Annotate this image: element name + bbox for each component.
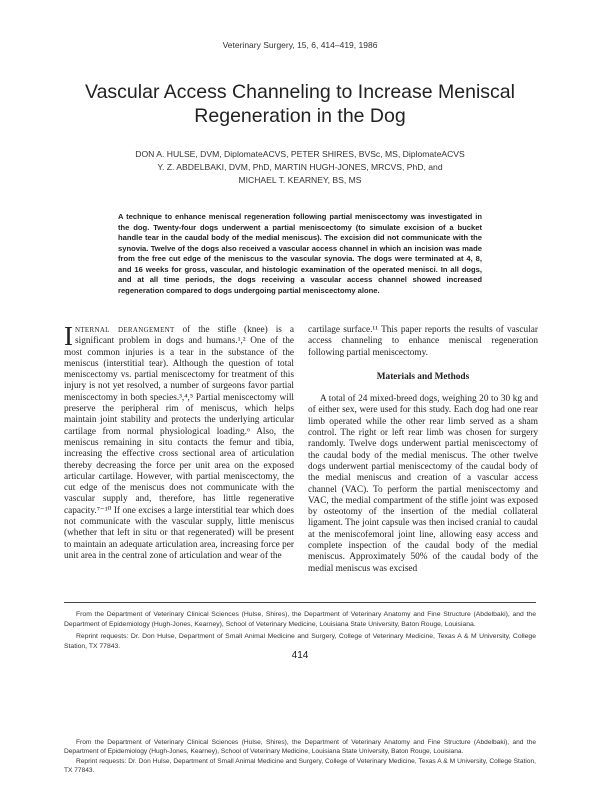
body-column-right [308,325,538,575]
footnote-divider [64,602,536,603]
drop-cap: I [64,321,73,351]
lead-smallcaps: nternal derangement [75,325,175,335]
affiliation-note [64,610,536,654]
body-column-left [64,321,294,562]
article-title: Vascular Access Channeling to Increase Meniscal Regeneration in the Dog [85,81,515,127]
affiliation-line: From the Department of Veterinary Clinical Sciences (Hulse, Shires), the Department of Veterinary Anatomy and Fine Structure (Abdelbaki), and the Department of Epidemiology (Hugh-Jones, Kearney), School of Veterinary Medicine, Louisiana State University, Baton Rouge, Louisiana. [64,611,536,628]
reprint-line: Reprint requests: Dr. Don Hulse, Department of Small Animal Medicine and Surgery, College of Veterinary Medicine, Texas A & M University, College Station, TX 77843. [64,633,536,650]
abstract: A technique to enhance meniscal regeneration following partial meniscectomy was investigated in the dog. Twenty-four dogs underwent a partial meniscectomy (to simulate excision of a bucket handle tear in the caudal body of the medial meniscus). The excision did not communicate with the synovia. Twelve of the dogs also received a vascular access channel in which an incision was made from the free cut edge of the meniscus to the vascular synovia. The dogs were terminated at 4, 8, and 16 weeks for gross, vascular, and histologic examination of the operated menisci. In all dogs, and at all time periods, the dogs receiving a vascular access channel showed increased regeneration compared to dogs undergoing partial meniscectomy alone. [118,212,482,295]
author-line: DON A. HULSE, DVM, DiplomateACVS, PETER SHIRES, BVSc, MS, DiplomateACVS [135,149,465,159]
page-number: 414 [291,650,309,661]
intro-paragraph [64,321,294,562]
intro-continuation: cartilage surface.¹¹ This paper reports the results of vascular access channeling to enhance meniscal regeneration following partial meniscectomy. [308,325,538,358]
journal-citation: Veterinary Surgery, 15, 6, 414–419, 1986 [222,40,378,50]
footnote-affiliation: From the Department of Veterinary Clinical Sciences (Hulse, Shires), the Department of Veterinary Anatomy and Fine Structure (Abdelbaki), and the Department of Epidemiology (Hugh-Jones, Kearney), School of Veterinary Medicine, Louisiana State University, Baton Rouge, Louisiana. [64,739,536,755]
author-line: Y. Z. ABDELBAKI, DVM, PhD, MARTIN HUGH-JONES, MRCVS, PhD, and [157,162,443,172]
footnote-reprint: Reprint requests: Dr. Don Hulse, Department of Small Animal Medicine and Surgery, College of Veterinary Medicine, Texas A & M University, College Station, TX 77843. [64,758,536,774]
intro-text: of the stifle (knee) is a significant problem in dogs and humans.¹,² One of the most common injuries is a tear in the substance of the meniscus (interstitial tear). Although the question of total meniscectomy vs. partial meniscectomy for treatment of this injury is not yet resolved, a number of surgeons favor partial meniscectomy in both species.³,⁴,⁵ Partial meniscectomy will preserve the peripheral rim of meniscus, which helps maintain joint stability and protects the underlying articular cartilage from normal physiological loading.⁶ Also, the meniscus remaining in situ contacts the femur and tibia, increasing the effective cross sectional area of articulation thereby decreasing the force per unit area on the exposed articular cartilage. However, with partial meniscectomy, the cut edge of the meniscus does not communicate with the vascular supply and, therefore, has little regenerative capacity.⁷⁻¹⁰ If one excises a large interstitial tear which does not communicate with the vascular supply, little meniscus (whether that left in situ or that regenerated) will be present to maintain an adequate articulation area, increasing force per unit area in the central zone of articulation and wear of the [64,325,294,561]
author-line: MICHAEL T. KEARNEY, BS, MS [238,175,362,185]
author-list [110,148,490,187]
methods-paragraph: A total of 24 mixed-breed dogs, weighing 20 to 30 kg and of either sex, were used for this study. Each dog had one rear limb operated while the other rear limb served as a sham control. The right or left rear limb was chosen for surgery randomly. Twelve dogs underwent partial meniscectomy of the caudal body of the medial meniscus. The other twelve dogs underwent partial meniscectomy of the caudal body of the medial meniscus and creation of a vascular access channel (VAC). To perform the partial meniscectomy and VAC, the medial compartment of the stifle joint was exposed by osteotomy of the insertion of the medial collateral ligament. The joint capsule was then incised cranial to caudal at the meniscofemoral joint line, allowing easy access and complete inspection of the caudal body of the medial meniscus. Approximately 50% of the caudal body of the medial meniscus was excised [308,394,538,574]
section-heading: Materials and Methods [376,371,470,382]
bottom-footnote [64,738,536,776]
